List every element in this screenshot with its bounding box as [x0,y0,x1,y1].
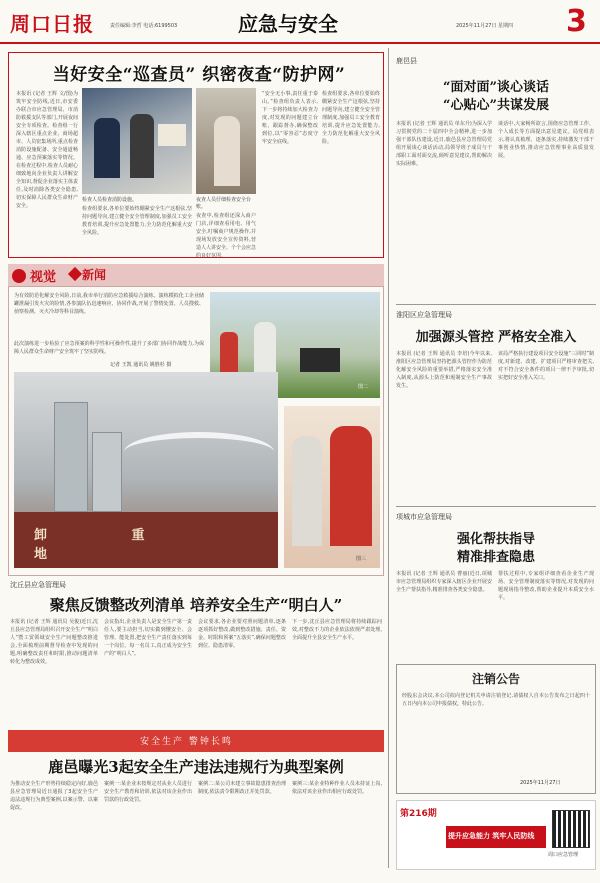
xiangcheng-title1: 强化帮扶指导 [456,532,535,547]
huaiyang-col1: 本报讯 (记者 王辉 通讯员 李培)今年以来,淮阳区应急管理局坚持把源头管控作为防范化解安全风险的重要举措,严格落实安全准入制度,从源头上防范和遏制安全生产事故发生。 [396,351,492,389]
luyi-col1: 为推动安全生产形势持续稳定向好,鹿邑县应急管理局近日通报了3起安全生产违法违规行为典型案例,以案示警、以案促改。 [10,781,98,811]
article1-col2: “安全无小事,责任重于泰山。”检查组负责人表示,下一步将持续加大检查力度,对发现的问题建立台账、跟踪督办,确保整改到位,以“零容忍”态度守牢安全底线。 [262,91,318,145]
firefighter-figure [330,426,372,546]
hazmat-figure [254,322,276,372]
photo1-caption: 夜查人员仔细检查安全台账。 [196,197,252,210]
luyi-county-org: 鹿邑县 [396,57,417,65]
shenqiu-col4: 下一步,沈丘县应急管理局将持续跟踪问效,对整改不力的企业依法依规严肃处理,全面提升全县安全生产水平。 [292,619,382,641]
luyi-county-title2: “心贴心”共谋发展 [443,98,549,113]
separator [396,506,596,507]
qr-code-icon [552,810,590,848]
column-divider [388,48,389,868]
huaiyang-headline: 加强源头管控 严格安全准入 [415,330,577,345]
video-news-label: 视觉 [30,270,57,285]
article1-photo1 [82,88,192,194]
fig3-label: 图三 [356,556,367,562]
editor-info: 责任编辑:李哲 电话:6199503 [110,23,178,29]
separator [396,304,596,305]
article1-col5: 检查组要求,各单位要始终绷紧安全生产这根弦,坚持问题导向,建立健全安全管理制度,加强员工安全教育培训,提升应急处置能力,全力防范化解重大安全风险。 [322,91,380,145]
photo2-caption: 检查人员检查消防设施。 [82,197,138,203]
ad-issue: 第216期 [400,809,437,819]
video-photo3 [284,406,380,568]
shenqiu-headline: 聚焦反馈整改列清单 培养安全生产“明白人” [49,596,343,614]
article1-col1: 本报讯 (记者 王辉 文/图)为筑牢安全防线,近日,市安委办联合市应急管理局、市消防救援支队等部门,开展夜间安全专项检查。检查组一行深入辖区重点企业、商场超市、人员密集场所,重点检查消防设施配备、安全通道畅通、应急预案落实等情况。在检查过程中,检查人员耐心细致地向企业负责人讲解安全知识,督促企业落实主体责任,及时消除各类安全隐患,切实保障人民群众生命财产安全。 [16,91,78,209]
video-photo1 [14,372,278,568]
silo-tower [92,432,122,512]
luyi-county-col2: 谈话中,大家畅所欲言,围绕应急管理工作、个人成长等方面提出意见建议。局党组表示,将认真梳理、逐条落实,持续激发干部干事创业热情,推动应急管理事业高质量发展。 [498,121,594,159]
shenqiu-col1: 本报讯 (记者 王辉 通讯员 吴俊)近日,沈丘县应急管理局组织召开安全生产“明白人”暨工贸领域安全生产问题整改推进会,全面梳理前期督导检查中发现的问题,明确整改责任和时限,推动问题清单转化为整改成效。 [10,619,98,665]
article1-col4: 夜查中,检查组还深入商户门店,详细查看用电、用气安全,叮嘱商户规范操作,并现场发放安全宣传资料,营造人人讲安全、个个会应急的良好氛围。 [196,213,257,259]
document-icon [158,124,186,146]
responder-figure [292,436,322,546]
shenqiu-org: 沈丘县应急管理局 [10,581,66,589]
issue-date: 2025年11月27日 星期四 [456,23,514,29]
article1-photo2 [196,88,256,194]
video-news-bar [8,264,384,286]
shenqiu-col2: 会议指出,企业负责人是安全生产第一责任人,要主动担当,切实做到懂安全、会管理、能处置,把安全生产责任落实到每一个岗位、每一名员工,真正成为安全生产的“明白人”。 [104,619,192,657]
safety-banner-text: 安全生产 警钟长鸣 [140,737,233,747]
luyi-headline: 鹿邑曝光3起安全生产违法违规行为典型案例 [48,758,344,776]
luyi-col2: 案例一:某企业未按规定对从业人员进行安全生产教育和培训,依法对该企业作出罚款的行政处罚。 [104,781,192,803]
xiangcheng-col2: 帮扶过程中,专家组详细查看企业生产现场、安全管理制度落实等情况,对发现的问题现场指导整改,帮助企业提升本质安全水平。 [498,571,594,601]
ad-slogan: 提升应急能力 筑牢人民防线 [448,832,535,840]
water-spray [124,432,274,472]
huaiyang-col2: 该局严格执行建设项目安全设施“三同时”制度,对新建、改建、扩建项目严格审查把关,对不符合安全条件的项目一律不予审批,切实把好安全准入关口。 [498,351,594,381]
wall-sign: 卸 重 地 [34,528,185,562]
inspector-figure [94,118,120,178]
person-figure [130,114,154,178]
section-title: 应急与安全 [238,12,338,36]
notice-body: 经股东会决议,本公司拟向登记机关申请注销登记,请债权人自本公告发布之日起四十五日内向本公司申报债权。特此公告。 [402,693,590,707]
video-news-sub: 新闻 [82,268,107,282]
xiangcheng-org: 项城市应急管理局 [396,513,452,521]
firefighter-figure [220,332,238,372]
notice-title: 注销公告 [471,672,520,686]
qr-label: 周口应急管理 [548,852,579,858]
luyi-col3: 案例二:某公司未建立事故隐患排查治理制度,依法责令限期改正并处罚款。 [198,781,286,795]
shenqiu-col3: 会议要求,各企业要对照问题清单,逐条逐项抓好整改,做到整改措施、责任、资金、时限和预案“五落实”,确保问题整改到位、隐患清零。 [198,619,286,649]
page-number: 3 [566,4,587,39]
video-photo-credit: 记者 王凯 通讯员 姚胜杉 摄 [110,362,172,368]
silo-tower [54,402,88,512]
luyi-county-title1: “面对面”谈心谈话 [443,80,549,95]
play-icon [12,269,26,283]
xiangcheng-title2: 精准排查隐患 [456,550,535,565]
xiangcheng-col1: 本报讯 (记者 王辉 通讯员 曹丽)近日,项城市应急管理局组织专家深入辖区企业开展安全生产帮扶指导,精准排查各类安全隐患。 [396,571,492,593]
article1-col3: 检查组要求,各单位要始终绷紧安全生产这根弦,坚持问题导向,建立健全安全管理制度,加强员工安全教育培训,提升应急处置能力,全力防范化解重大安全风险。 [82,206,192,236]
article1-headline: 当好安全“巡查员” 织密夜查“防护网” [52,65,346,85]
robot-figure [300,348,340,372]
newspaper-logo: 周口日报 [10,12,94,36]
huaiyang-org: 淮阳区应急管理局 [396,311,452,319]
luyi-county-col1: 本报讯 (记者 王辉 通讯员 单东升)为深入学习贯彻党的二十届四中全会精神,进一步加强干部队伍建设,近日,鹿邑县应急管理局党组开展谈心谈话活动,局领导班子成员与干部职工面对面交流,倾听意见建议,帮助解决实际困难。 [396,121,492,167]
notice-date: 2025年11月27日 [520,780,561,786]
video-text2: 此次演练进一步检验了应急预案的科学性和可操作性,提升了多部门协同作战能力,为保障人民群众生命财产安全筑牢了坚实防线。 [14,341,204,355]
person-figure [214,116,240,186]
luyi-col4: 案例三:某企业特种作业人员未持证上岗,依法对该企业作出相应行政处罚。 [292,781,382,795]
fig2-label: 图二 [358,384,369,390]
video-text1: 为有效防范化解安全风险,日前,我市举行消防应急救援综合演练。演练模拟化工企业储罐泄漏引发火灾的险情,各参演队伍迅速响应、协同作战,开展了警情处置、人员搜救、侦察检测、灭火冷却等科目演练。 [14,293,204,315]
